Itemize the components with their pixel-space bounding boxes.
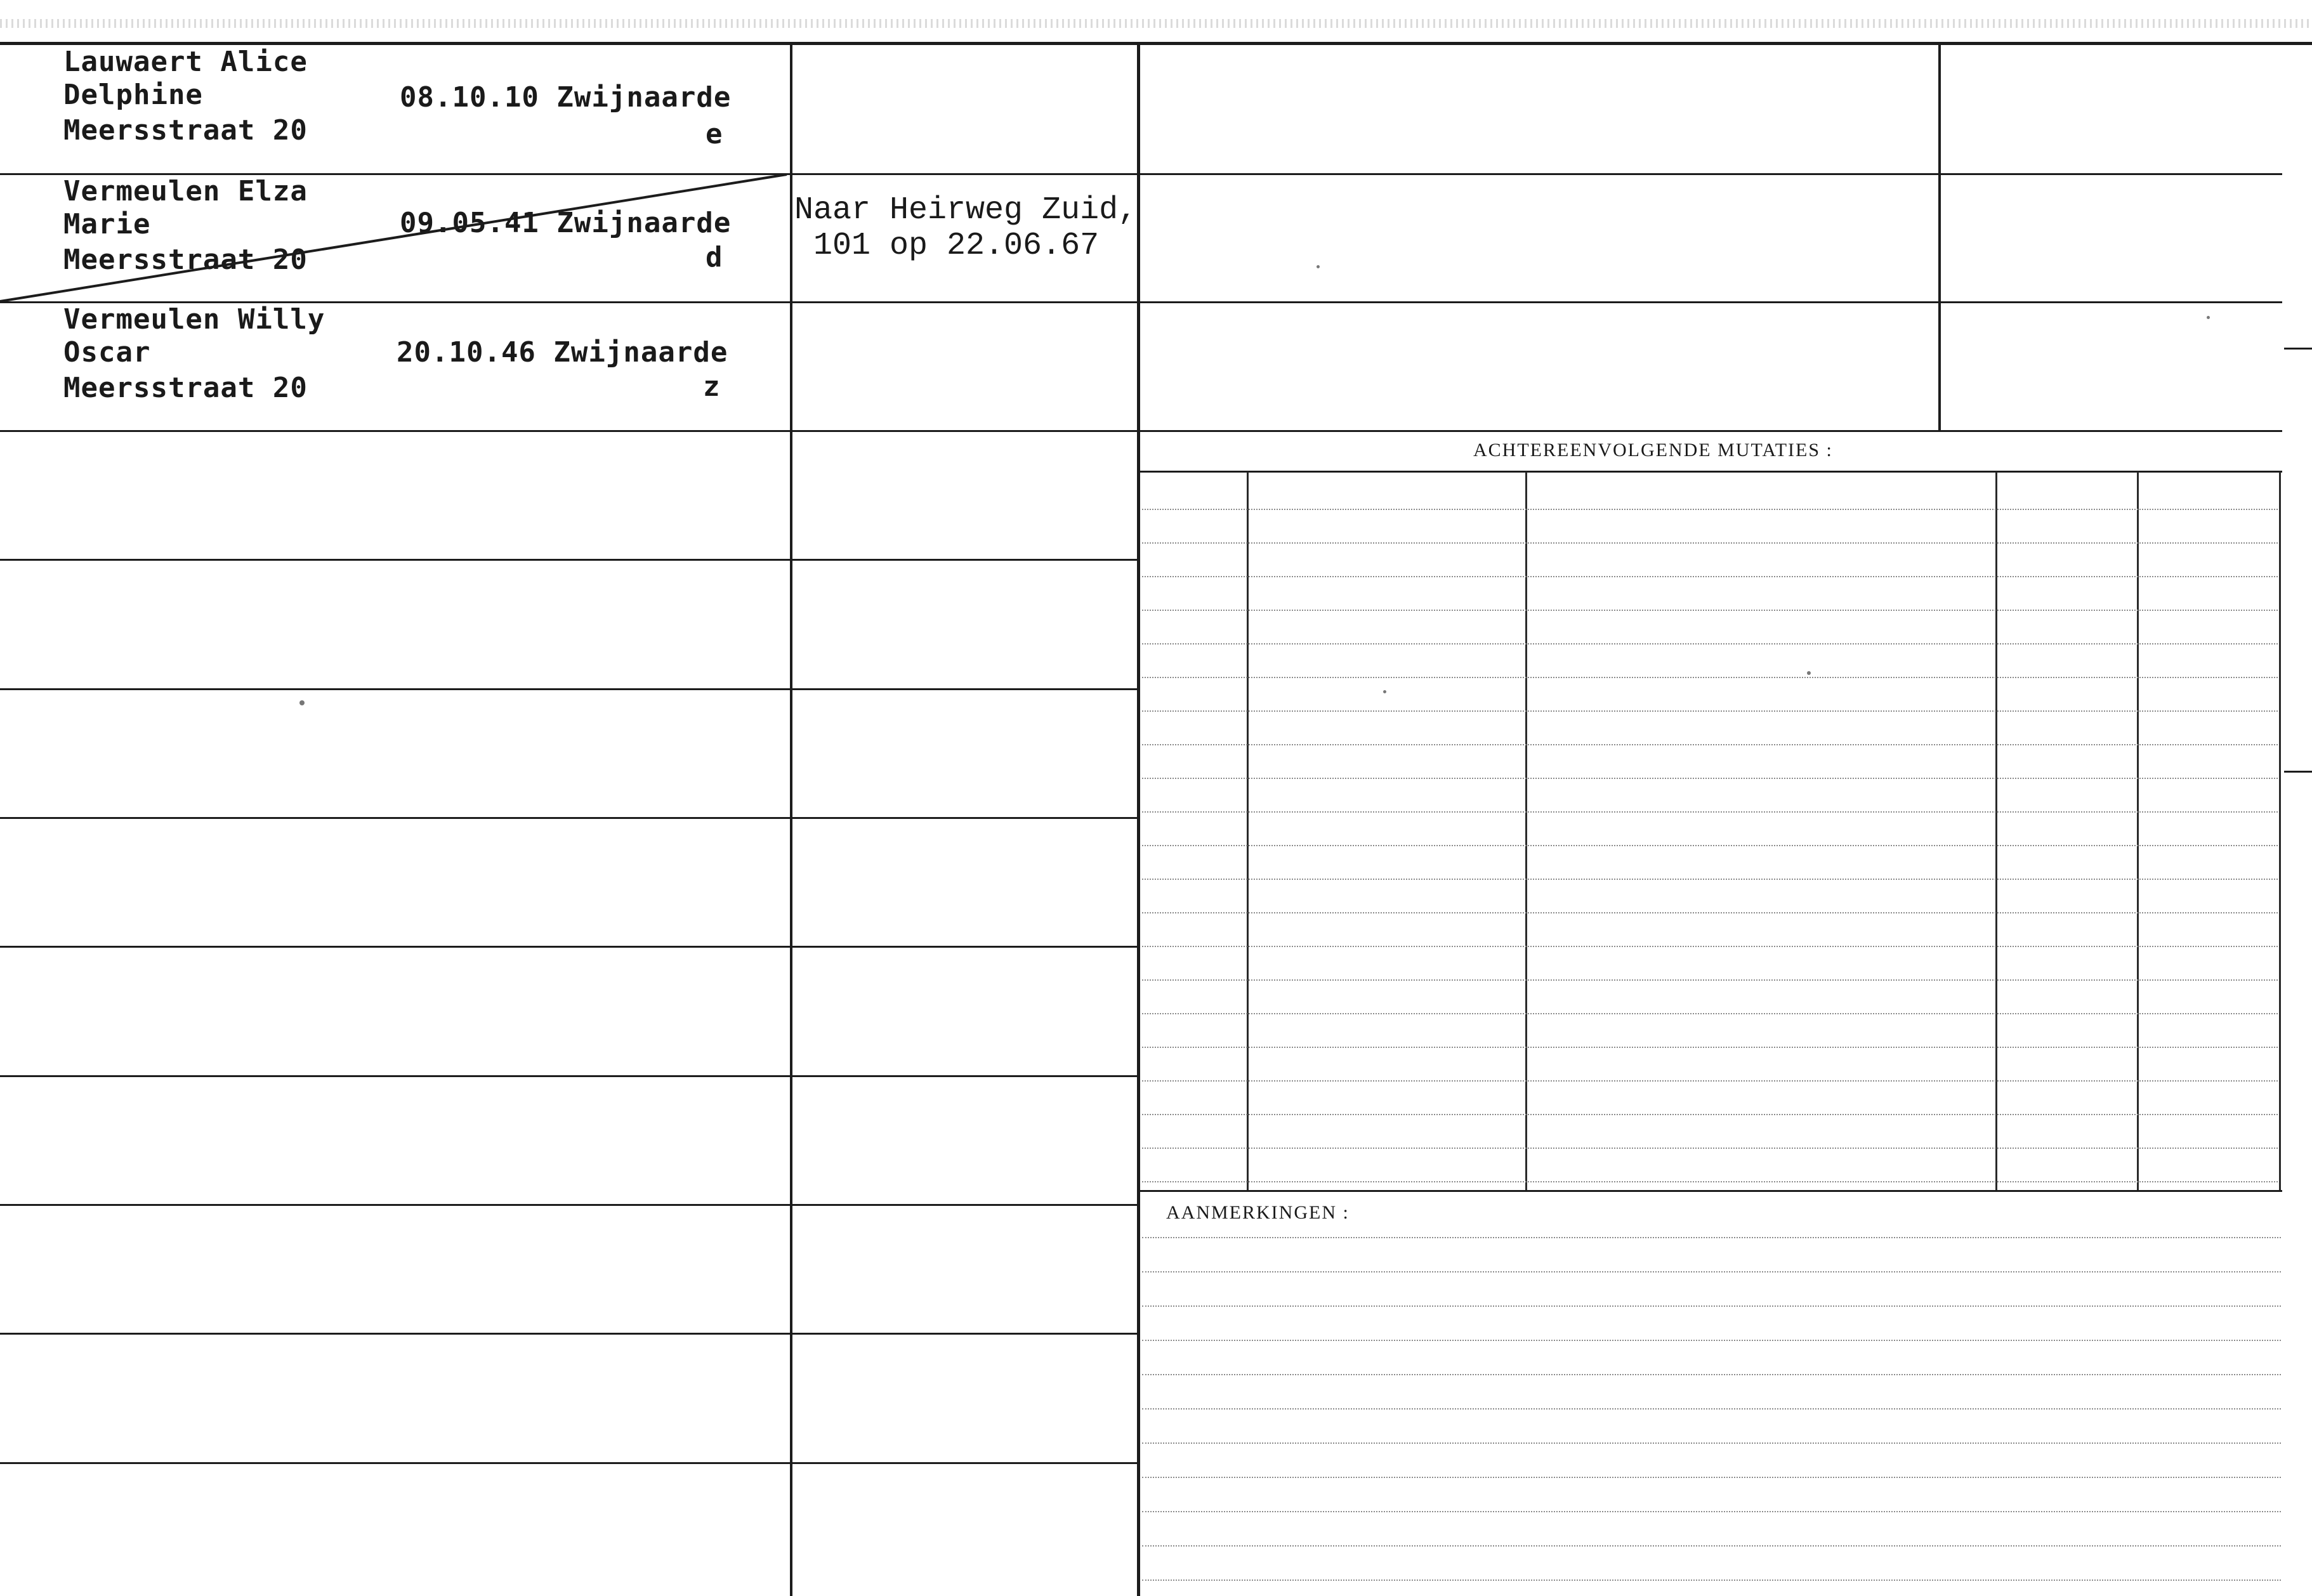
resident-3-name-line1: Vermeulen Willy [63, 303, 325, 336]
mutations-col-divider [1247, 472, 1249, 1190]
remark-ruled-line [1142, 1271, 2281, 1272]
mutation-ruled-line [1142, 610, 2278, 611]
resident-3-code: z [703, 370, 720, 403]
strike-through-line [0, 171, 793, 304]
margin-tick [2284, 771, 2312, 773]
remarks-heading: AANMERKINGEN : [1166, 1202, 1350, 1223]
scan-speck [1317, 265, 1320, 268]
mutation-ruled-line [1142, 509, 2278, 510]
middle-column-divider [1137, 44, 1140, 1596]
resident-1-birth: 08.10.10 Zwijnaarde [400, 81, 732, 114]
resident-3-birth: 20.10.46 Zwijnaarde [397, 336, 728, 369]
mutation-ruled-line [1142, 1114, 2278, 1115]
row-divider [0, 1204, 1139, 1206]
scan-speck [1383, 690, 1386, 693]
remark-ruled-line [1142, 1305, 2281, 1307]
mutation-ruled-line [1142, 778, 2278, 779]
right-row-divider [1140, 430, 2282, 432]
remark-ruled-line [1142, 1408, 2281, 1410]
mutation-ruled-line [1142, 979, 2278, 981]
row-divider [0, 1333, 1139, 1335]
mutation-ruled-line [1142, 744, 2278, 745]
remark-ruled-line [1142, 1511, 2281, 1512]
mutations-heading: ACHTEREENVOLGENDE MUTATIES : [1473, 440, 1833, 461]
remark-ruled-line [1142, 1237, 2281, 1238]
top-rule [0, 42, 2312, 45]
remark-ruled-line [1142, 1580, 2281, 1581]
scan-speck [299, 700, 305, 705]
resident-2-birth: 09.05.41 Zwijnaarde [400, 207, 732, 239]
right-row-divider [1140, 301, 2282, 303]
mutation-ruled-line [1142, 677, 2278, 678]
resident-2-code: d [706, 241, 723, 273]
resident-2-name-line1: Vermeulen Elza [63, 175, 308, 207]
mutation-ruled-line [1142, 1148, 2278, 1149]
mutation-ruled-line [1142, 1080, 2278, 1082]
mutation-ruled-line [1142, 845, 2278, 846]
row-divider [0, 946, 1139, 948]
margin-tick [2284, 348, 2312, 350]
mutations-bottom-rule [1140, 1190, 2282, 1192]
row-divider [0, 817, 1139, 819]
mutation-ruled-line [1142, 710, 2278, 712]
mutation-ruled-line [1142, 1047, 2278, 1048]
resident-2-name-line2: Marie [63, 208, 151, 240]
mutations-col-divider [2279, 472, 2281, 1190]
right-upper-divider [1938, 44, 1941, 430]
remark-ruled-line [1142, 1477, 2281, 1478]
row-divider [0, 1462, 1139, 1464]
row-divider [0, 688, 1139, 690]
remark-ruled-line [1142, 1374, 2281, 1375]
mutation-ruled-line [1142, 1013, 2278, 1014]
mutation-ruled-line [1142, 879, 2278, 880]
resident-3-address: Meersstraat 20 [63, 372, 308, 404]
resident-1-name-line1: Lauwaert Alice [63, 46, 308, 78]
row-divider [0, 1075, 1139, 1077]
scan-speck [1807, 671, 1811, 675]
mutation-ruled-line [1142, 643, 2278, 644]
mutation-ruled-line [1142, 912, 2278, 913]
resident-2-address: Meersstraat 20 [63, 244, 308, 276]
mutations-col-divider [1995, 472, 1997, 1190]
scan-speck [2207, 316, 2210, 319]
mutation-ruled-line [1142, 811, 2278, 813]
resident-1-address: Meersstraat 20 [63, 114, 308, 147]
mutation-ruled-line [1142, 542, 2278, 544]
row-divider [792, 173, 1139, 175]
remark-ruled-line [1142, 1545, 2281, 1547]
mutations-col-divider [1525, 472, 1527, 1190]
mutations-col-divider [2137, 472, 2139, 1190]
right-row-divider [1140, 173, 2282, 175]
resident-1-name-line2: Delphine [63, 79, 203, 111]
mutation-ruled-line [1142, 946, 2278, 947]
row-divider [0, 559, 1139, 561]
mutation-ruled-line [1142, 576, 2278, 577]
mutation-ruled-line [1142, 1181, 2278, 1182]
row-divider [0, 430, 1139, 432]
remark-ruled-line [1142, 1442, 2281, 1444]
top-edge-noise [0, 19, 2312, 28]
resident-1-code: e [706, 118, 723, 150]
resident-2-remark: Naar Heirweg Zuid, 101 op 22.06.67 [794, 192, 1138, 264]
mutations-top-rule [1140, 471, 2282, 473]
remark-ruled-line [1142, 1340, 2281, 1341]
resident-3-name-line2: Oscar [63, 336, 151, 369]
